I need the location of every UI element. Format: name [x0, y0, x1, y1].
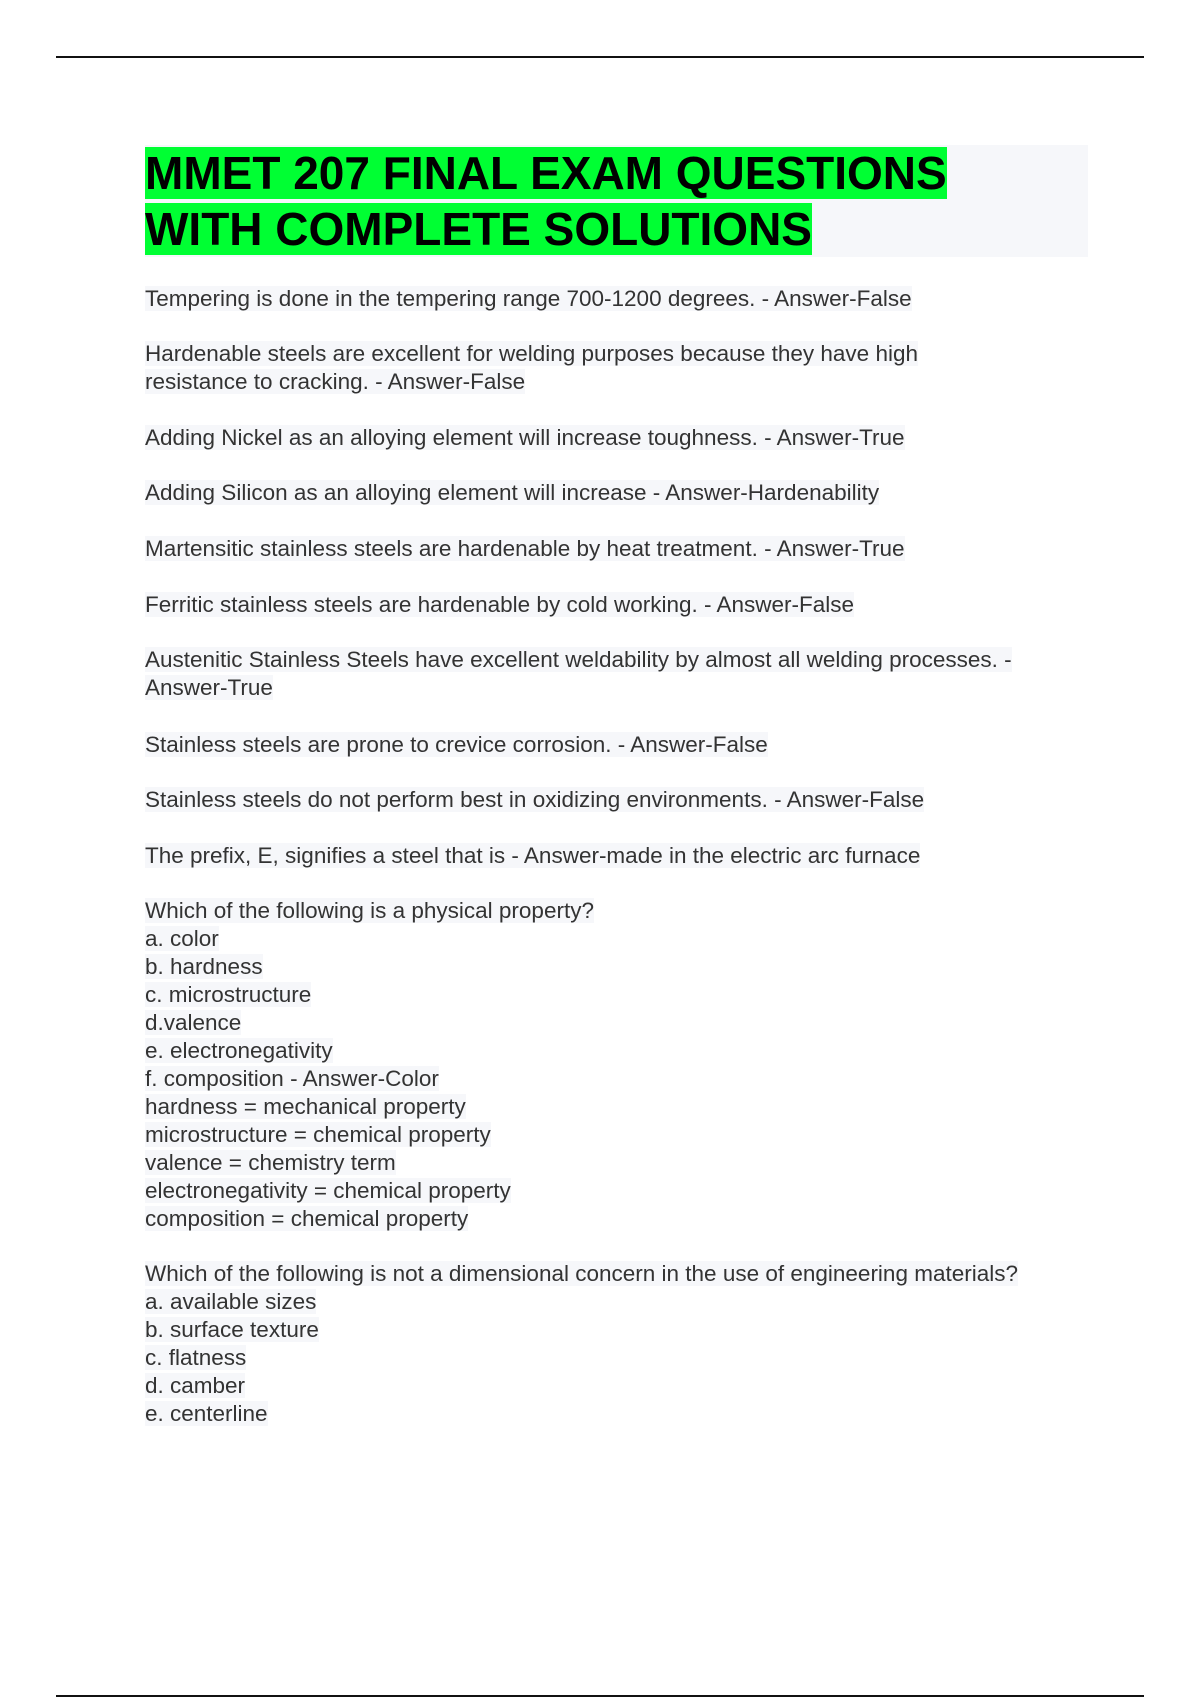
- title-block: [145, 145, 1088, 257]
- question-dimensional-concern: [145, 1260, 1088, 1428]
- qa-item: [145, 424, 1088, 452]
- option-line: [145, 1065, 1088, 1093]
- question-line: [145, 897, 1088, 925]
- option-text: c. flatness: [145, 1345, 247, 1370]
- qa-text: Stainless steels are prone to crevice corrosion. - Answer-False: [145, 732, 768, 757]
- explanation-text: electronegativity = chemical property: [145, 1178, 511, 1203]
- qa-text: Adding Silicon as an alloying element will increase - Answer-Hardenability: [145, 480, 880, 505]
- option-line: [145, 1400, 1088, 1428]
- option-text: d.valence: [145, 1010, 242, 1035]
- option-text: a. color: [145, 926, 219, 951]
- question-physical-property: [145, 897, 1088, 1233]
- explanation-line: [145, 1121, 1088, 1149]
- option-line: [145, 925, 1088, 953]
- qa-item: [145, 591, 1088, 619]
- title-line-1: MMET 207 FINAL EXAM QUESTIONS: [145, 147, 947, 199]
- qa-item: [145, 479, 1088, 507]
- bottom-divider: [56, 1695, 1144, 1697]
- qa-item: [145, 731, 1088, 759]
- option-line: [145, 1037, 1088, 1065]
- explanation-text: composition = chemical property: [145, 1206, 469, 1231]
- qa-text: The prefix, E, signifies a steel that is - Answer-made in the electric arc furnace: [145, 843, 921, 868]
- question-line: [145, 1260, 1088, 1288]
- option-line: [145, 1288, 1088, 1316]
- explanation-text: microstructure = chemical property: [145, 1122, 491, 1147]
- qa-item: [145, 340, 1088, 396]
- explanation-line: [145, 1149, 1088, 1177]
- explanation-text: hardness = mechanical property: [145, 1094, 466, 1119]
- option-text: a. available sizes: [145, 1289, 317, 1314]
- explanation-line: [145, 1205, 1088, 1233]
- title-line-2: WITH COMPLETE SOLUTIONS: [145, 203, 812, 255]
- top-divider: [56, 56, 1144, 58]
- option-line: [145, 1344, 1088, 1372]
- option-line: [145, 1316, 1088, 1344]
- explanation-text: valence = chemistry term: [145, 1150, 396, 1175]
- qa-item: [145, 285, 1088, 313]
- qa-text: Austenitic Stainless Steels have excellent weldability by almost all welding processes. - Answer-True: [145, 647, 1012, 700]
- option-text: b. hardness: [145, 954, 263, 979]
- qa-text: Hardenable steels are excellent for welding purposes because they have high resistance to cracking. - Answer-False: [145, 341, 918, 394]
- option-line: [145, 1009, 1088, 1037]
- qa-text: Ferritic stainless steels are hardenable by cold working. - Answer-False: [145, 592, 855, 617]
- option-text: c. microstructure: [145, 982, 312, 1007]
- option-text: d. camber: [145, 1373, 246, 1398]
- question-text: Which of the following is a physical property?: [145, 898, 594, 923]
- qa-text: Stainless steels do not perform best in oxidizing environments. - Answer-False: [145, 787, 925, 812]
- qa-text: Tempering is done in the tempering range 700-1200 degrees. - Answer-False: [145, 286, 912, 311]
- option-text: e. centerline: [145, 1401, 268, 1426]
- qa-item: [145, 842, 1088, 870]
- qa-item: [145, 786, 1088, 814]
- qa-text: Adding Nickel as an alloying element will increase toughness. - Answer-True: [145, 425, 905, 450]
- qa-item: [145, 646, 1088, 702]
- explanation-line: [145, 1093, 1088, 1121]
- option-text: e. electronegativity: [145, 1038, 333, 1063]
- option-text: b. surface texture: [145, 1317, 319, 1342]
- option-line: [145, 953, 1088, 981]
- page-title: [145, 145, 1088, 257]
- question-text: Which of the following is not a dimensional concern in the use of engineering materials?: [145, 1261, 1018, 1286]
- qa-text: Martensitic stainless steels are hardenable by heat treatment. - Answer-True: [145, 536, 905, 561]
- qa-item: [145, 535, 1088, 563]
- option-line: [145, 981, 1088, 1009]
- option-text: f. composition - Answer-Color: [145, 1066, 439, 1091]
- option-line: [145, 1372, 1088, 1400]
- explanation-line: [145, 1177, 1088, 1205]
